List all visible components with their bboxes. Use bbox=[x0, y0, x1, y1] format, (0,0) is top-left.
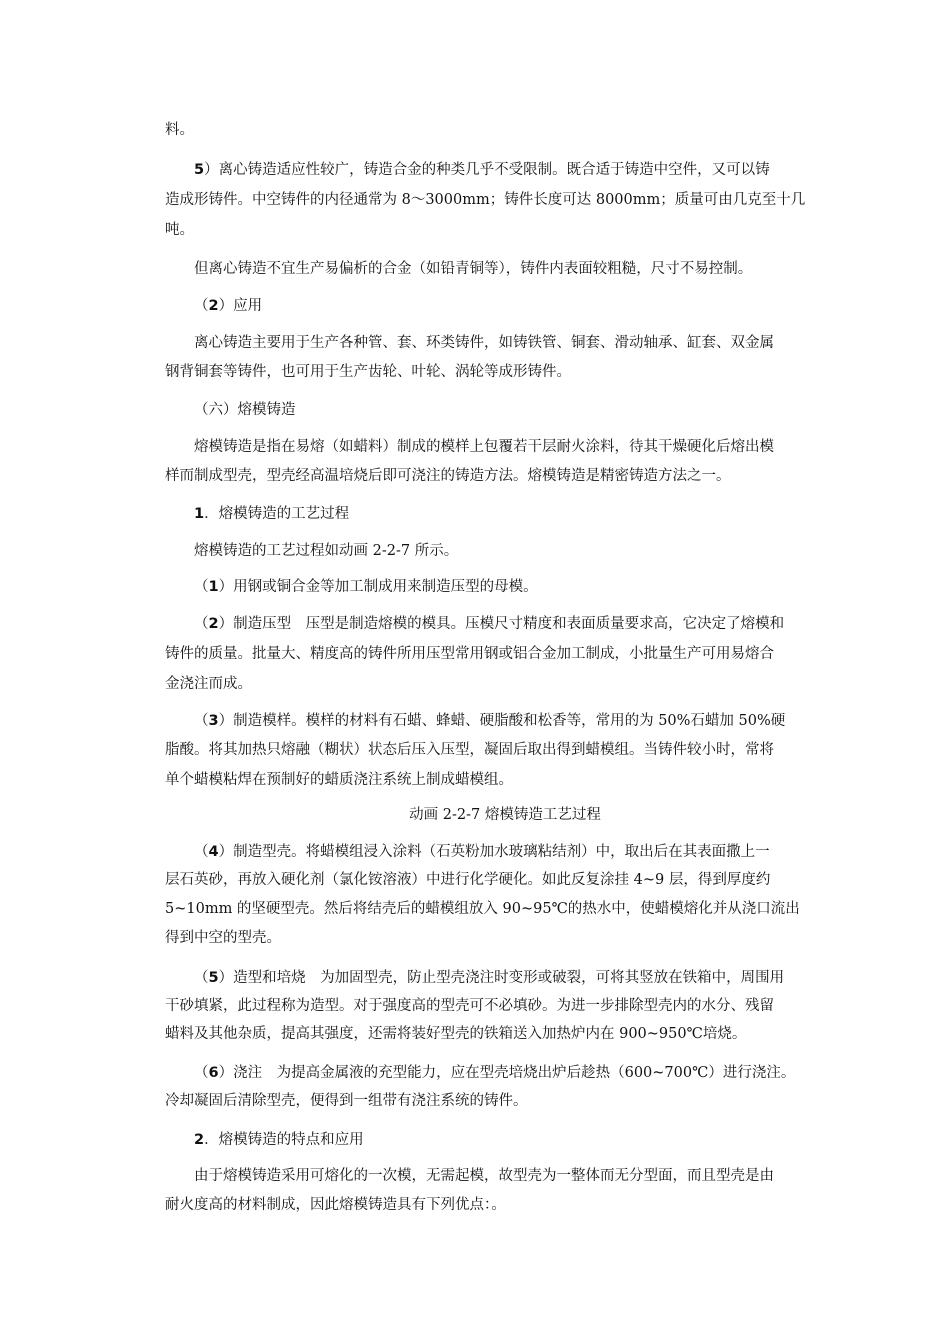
paragraph-line bbox=[165, 766, 845, 794]
text: ）制造压型 压型是制造熔模的模具。压模尺寸精度和表面质量要求高，它决定了熔模和 bbox=[218, 616, 785, 632]
item-number: 5 bbox=[194, 162, 205, 178]
section-heading bbox=[165, 396, 845, 424]
text: 样而制成型壳，型壳经高温培烧后即可浇注的铸造方法。熔模铸造是精密铸造方法之一。 bbox=[165, 468, 731, 484]
paragraph-line bbox=[165, 1020, 845, 1048]
paragraph-line bbox=[165, 866, 845, 894]
paragraph-line bbox=[165, 640, 845, 668]
text: ）用钢或铜合金等加工制成用来制造压型的母模。 bbox=[218, 579, 538, 595]
text: ）应用 bbox=[218, 298, 263, 314]
text: ．熔模铸造的工艺过程 bbox=[204, 506, 350, 522]
paragraph-line bbox=[165, 216, 845, 244]
item-number: 1 bbox=[208, 579, 219, 595]
text: 造成形铸件。中空铸件的内径通常为 8～3000mm；铸件长度可达 8000mm；质量可由几克至十几 bbox=[165, 192, 806, 208]
paragraph-line bbox=[165, 537, 845, 565]
paragraph-line bbox=[165, 186, 845, 214]
item-number: 2 bbox=[208, 616, 219, 632]
text: 蜡料及其他杂质，提高其强度，还需将装好型壳的铁箱送入加热炉内在 900~950℃培烧。 bbox=[165, 1026, 747, 1042]
text: （ bbox=[194, 713, 209, 729]
paragraph-line bbox=[165, 838, 845, 866]
text: ．熔模铸造的特点和应用 bbox=[204, 1132, 364, 1148]
text: （六）熔模铸造 bbox=[194, 402, 296, 418]
paragraph-line bbox=[165, 707, 845, 735]
item-number: 4 bbox=[208, 844, 219, 860]
text: 熔模铸造是指在易熔（如蜡料）制成的模样上包覆若干层耐火涂料，待其干燥硬化后熔出模 bbox=[194, 439, 774, 455]
subheading bbox=[165, 292, 845, 320]
paragraph-line bbox=[165, 736, 845, 764]
paragraph-line bbox=[165, 1087, 845, 1115]
paragraph-line bbox=[165, 329, 845, 357]
item-number: 3 bbox=[208, 713, 219, 729]
text: ）制造模样。模样的材料有石蜡、蜂蜡、硬脂酸和松香等，常用的为 50%石蜡加 50%硬 bbox=[218, 713, 786, 729]
text: （ bbox=[194, 579, 209, 595]
paragraph-line bbox=[165, 610, 845, 638]
text: 层石英砂，再放入硬化剂（氯化铵溶液）中进行化学硬化。如此反复涂挂 4~9 层，得到厚度约 bbox=[165, 872, 771, 888]
text: 铸件的质量。批量大、精度高的铸件所用压型常用钢或铝合金加工制成，小批量生产可用易熔合 bbox=[165, 646, 774, 662]
text: （ bbox=[194, 1065, 209, 1081]
paragraph-line bbox=[165, 670, 845, 698]
paragraph-line bbox=[165, 964, 845, 992]
text: （ bbox=[194, 298, 209, 314]
text: 干砂填紧，此过程称为造型。对于强度高的型壳可不必填砂。为进一步排除型壳内的水分、残留 bbox=[165, 998, 774, 1014]
text: 料。 bbox=[165, 122, 194, 138]
text: 金浇注而成。 bbox=[165, 676, 252, 692]
paragraph-line bbox=[165, 255, 845, 283]
text: 但离心铸造不宜生产易偏析的合金（如铅青铜等），铸件内表面较粗糙，尺寸不易控制。 bbox=[194, 261, 753, 277]
subheading bbox=[165, 500, 845, 528]
paragraph-line bbox=[165, 1191, 845, 1219]
text: （ bbox=[194, 616, 209, 632]
paragraph-line bbox=[165, 358, 845, 386]
text: 5~10mm 的坚硬型壳。然后将结壳后的蜡模组放入 90~95℃的热水中，使蜡模熔化并从浇口流出 bbox=[165, 901, 800, 917]
text: 冷却凝固后清除型壳，便得到一组带有浇注系统的铸件。 bbox=[165, 1093, 528, 1109]
paragraph-line bbox=[165, 1162, 845, 1190]
paragraph-line bbox=[165, 992, 845, 1020]
item-number: 1 bbox=[194, 506, 205, 522]
text: 离心铸造主要用于生产各种管、套、环类铸件，如铸铁管、铜套、滑动轴承、缸套、双金属 bbox=[194, 335, 774, 351]
paragraph-line bbox=[165, 573, 845, 601]
text: 耐火度高的材料制成，因此熔模铸造具有下列优点：。 bbox=[165, 1197, 506, 1213]
text: 动画 2-2-7 熔模铸造工艺过程 bbox=[409, 807, 601, 823]
item-number: 5 bbox=[208, 970, 219, 986]
text: 钢背铜套等铸件，也可用于生产齿轮、叶轮、涡轮等成形铸件。 bbox=[165, 364, 571, 380]
text: ）造型和培烧 为加固型壳，防止型壳浇注时变形或破裂，可将其竖放在铁箱中，周围用 bbox=[218, 970, 785, 986]
paragraph-line bbox=[165, 433, 845, 461]
item-number: 6 bbox=[208, 1065, 219, 1081]
text: ）离心铸造适应性较广，铸造合金的种类几乎不受限制。既合适于铸造中空件，又可以铸 bbox=[204, 162, 770, 178]
text: （ bbox=[194, 970, 209, 986]
paragraph-line bbox=[165, 924, 845, 952]
paragraph-line bbox=[165, 1059, 845, 1087]
text: 吨。 bbox=[165, 222, 194, 238]
animation-caption bbox=[165, 801, 845, 829]
text: （ bbox=[194, 844, 209, 860]
text: 脂酸。将其加热只熔融（糊状）状态后压入压型，凝固后取出得到蜡模组。当铸件较小时，常将 bbox=[165, 742, 774, 758]
text: 熔模铸造的工艺过程如动画 2-2-7 所示。 bbox=[194, 543, 459, 559]
paragraph-line bbox=[165, 895, 845, 923]
text: 由于熔模铸造采用可熔化的一次模，无需起模，故型壳为一整体而无分型面，而且型壳是由 bbox=[194, 1168, 774, 1184]
item-number: 2 bbox=[194, 1132, 205, 1148]
paragraph-line bbox=[165, 156, 845, 184]
text: 得到中空的型壳。 bbox=[165, 930, 281, 946]
paragraph-line bbox=[165, 116, 845, 144]
text: 单个蜡模粘焊在预制好的蜡质浇注系统上制成蜡模组。 bbox=[165, 772, 513, 788]
paragraph-line bbox=[165, 462, 845, 490]
text: ）制造型壳。将蜡模组浸入涂料（石英粉加水玻璃粘结剂）中，取出后在其表面撒上一 bbox=[218, 844, 770, 860]
item-number: 2 bbox=[208, 298, 219, 314]
text: ）浇注 为提高金属液的充型能力，应在型壳培烧出炉后趁热（600~700℃）进行浇注。 bbox=[218, 1065, 796, 1081]
subheading bbox=[165, 1126, 845, 1154]
